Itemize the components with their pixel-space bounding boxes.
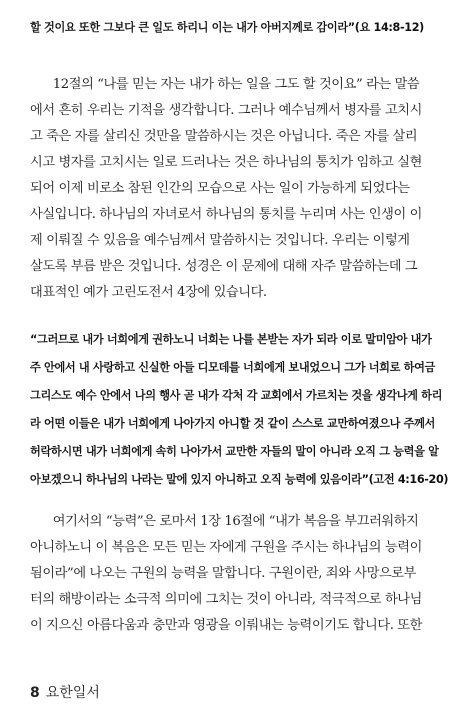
text-line: 아니하노니 이 복음은 모든 믿는 자에게 구원을 주시는 하나님의 능력이	[30, 540, 422, 555]
quote-line: 라 어떤 이들은 내가 너희에게 나아가지 아니할 것 같이 스스로 교만하여졌으나 주께서	[30, 417, 435, 430]
quote-line: 허락하시면 내가 너희에게 속히 나아가서 교만한 자들의 말이 아니라 오직 그 능력을 알	[30, 445, 439, 458]
text-line: 12절의 “나를 믿는 자는 내가 하는 일을 그도 할 것이요” 라는 말씀	[30, 77, 420, 92]
page-number: 8	[30, 685, 40, 701]
text-line: 살도록 부름 받은 것입니다. 성경은 이 문제에 대해 자주 말씀하는데 그	[30, 259, 418, 274]
text-line: 터의 해방이라는 소극적 의미에 그치는 것이 아니라, 적극적으로 하나님	[30, 592, 422, 607]
text-line: 대표적인 예가 고린도전서 4장에 있습니다.	[30, 285, 267, 300]
book-title: 요한일서	[45, 685, 100, 701]
text-line: 제 이뤄질 수 있음을 예수님께서 말씀하시는 것입니다. 우리는 이렇게	[30, 233, 410, 248]
scripture-quote-1cor	[30, 326, 450, 494]
quote-line: “그러므로 내가 너희에게 권하노니 너희는 나를 본받는 자가 되라 이로 말미암아 내가	[30, 333, 432, 346]
text-line: 여기서의 “능력”은 로마서 1장 16절에 “내가 복음을 부끄러워하지	[30, 514, 419, 529]
top-scripture-quote	[30, 14, 450, 42]
text-line: 이 지으신 아름다움과 충만과 영광을 이뤄내는 능력이기도 합니다. 또한	[30, 618, 422, 633]
paragraph-2	[30, 509, 450, 639]
text-line: 되어 이제 비로소 참된 인간의 모습으로 사는 일이 가능하게 되었다는	[30, 181, 410, 196]
page-footer	[30, 682, 100, 702]
text-line: 됨이라”에 나오는 구원의 능력을 말합니다. 구원이란, 죄와 사망으로부	[30, 566, 416, 581]
text-line: 사실입니다. 하나님의 자녀로서 하나님의 통치를 누리며 사는 인생이 이	[30, 207, 422, 222]
text-line: 에서 흔히 우리는 기적을 생각합니다. 그러나 예수님께서 병자를 고치시	[30, 103, 422, 118]
text-line: 고 죽은 자를 살리신 것만을 말씀하시는 것은 아닙니다. 죽은 자를 살리	[30, 129, 418, 144]
quote-line: 주 안에서 내 사랑하고 신실한 아들 디모데를 너희에게 보내었으니 그가 너희로 하여금	[30, 361, 435, 374]
text-line: 시고 병자를 고치시는 일로 드러나는 것은 하나님의 통치가 임하고 실현	[30, 155, 422, 170]
quote-line: 그리스도 예수 안에서 나의 행사 곧 내가 각처 각 교회에서 가르치는 것을 생각나게 하리	[30, 389, 443, 402]
quote-line: 아보겠으니 하나님의 나라는 말에 있지 아니하고 오직 능력에 있음이라”(고전 4:16-20)	[30, 473, 449, 486]
quote-line: 할 것이요 또한 그보다 큰 일도 하리니 이는 내가 아버지께로 감이라”(요 14:8-12)	[30, 21, 424, 34]
paragraph-1	[30, 72, 450, 306]
